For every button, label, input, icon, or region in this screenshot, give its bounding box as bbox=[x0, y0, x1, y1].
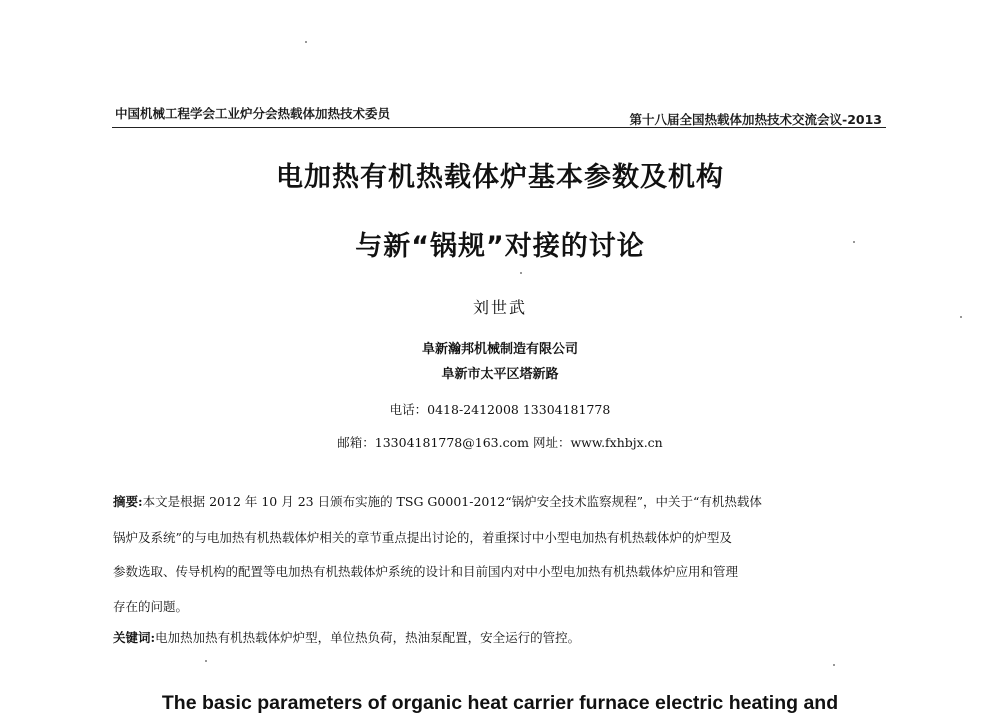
keywords-line bbox=[113, 628, 893, 646]
scan-speckle bbox=[520, 272, 522, 274]
running-header-right: 第十八届全国热载体加热技术交流会议-2013 bbox=[629, 112, 882, 127]
running-header-left: 中国机械工程学会工业炉分会热载体加热技术委员 bbox=[115, 106, 391, 121]
abstract-line bbox=[113, 492, 893, 510]
paper-title-line-1: 电加热有机热载体炉基本参数及机构 bbox=[276, 162, 724, 193]
paper-title-line-2: 与新“锅规”对接的讨论 bbox=[355, 231, 645, 262]
scan-speckle bbox=[853, 241, 855, 243]
scan-speckle bbox=[960, 316, 962, 318]
keywords-text: 电加热加热有机热载体炉炉型，单位热负荷，热油泵配置，安全运行的管控。 bbox=[155, 630, 581, 645]
contact-phone: 电话：0418-2412008 13304181778 bbox=[389, 402, 611, 417]
scan-speckle bbox=[833, 664, 835, 666]
author-name: 刘世武 bbox=[472, 298, 527, 317]
contact-email: 邮箱：13304181778@163.com 网址：www.fxhbjx.cn bbox=[337, 435, 663, 450]
english-title: The basic parameters of organic heat carrier furnace electric heating and bbox=[161, 692, 839, 714]
abstract-label: 摘要: bbox=[113, 494, 143, 509]
abstract-line: 锅炉及系统”的与电加热有机热载体炉相关的章节重点提出讨论的，着重探讨中小型电加热有机热载体炉的炉型及 bbox=[113, 530, 732, 545]
abstract-text: 本文是根据 2012 年 10 月 23 日颁布实施的 TSG G0001-2012“锅炉安全技术监察规程”，中关于“有机热载体 bbox=[142, 494, 762, 509]
abstract-line: 存在的问题。 bbox=[113, 599, 189, 614]
affiliation-address: 阜新市太平区塔新路 bbox=[441, 367, 559, 382]
keywords-label: 关键词: bbox=[113, 630, 156, 645]
abstract-line: 参数选取、传导机构的配置等电加热有机热载体炉系统的设计和目前国内对中小型电加热有机热载体炉应用和管理 bbox=[113, 564, 739, 579]
scan-speckle bbox=[305, 41, 307, 43]
affiliation-company: 阜新瀚邦机械制造有限公司 bbox=[421, 342, 578, 357]
scan-speckle bbox=[205, 660, 207, 662]
header-rule bbox=[112, 127, 886, 128]
